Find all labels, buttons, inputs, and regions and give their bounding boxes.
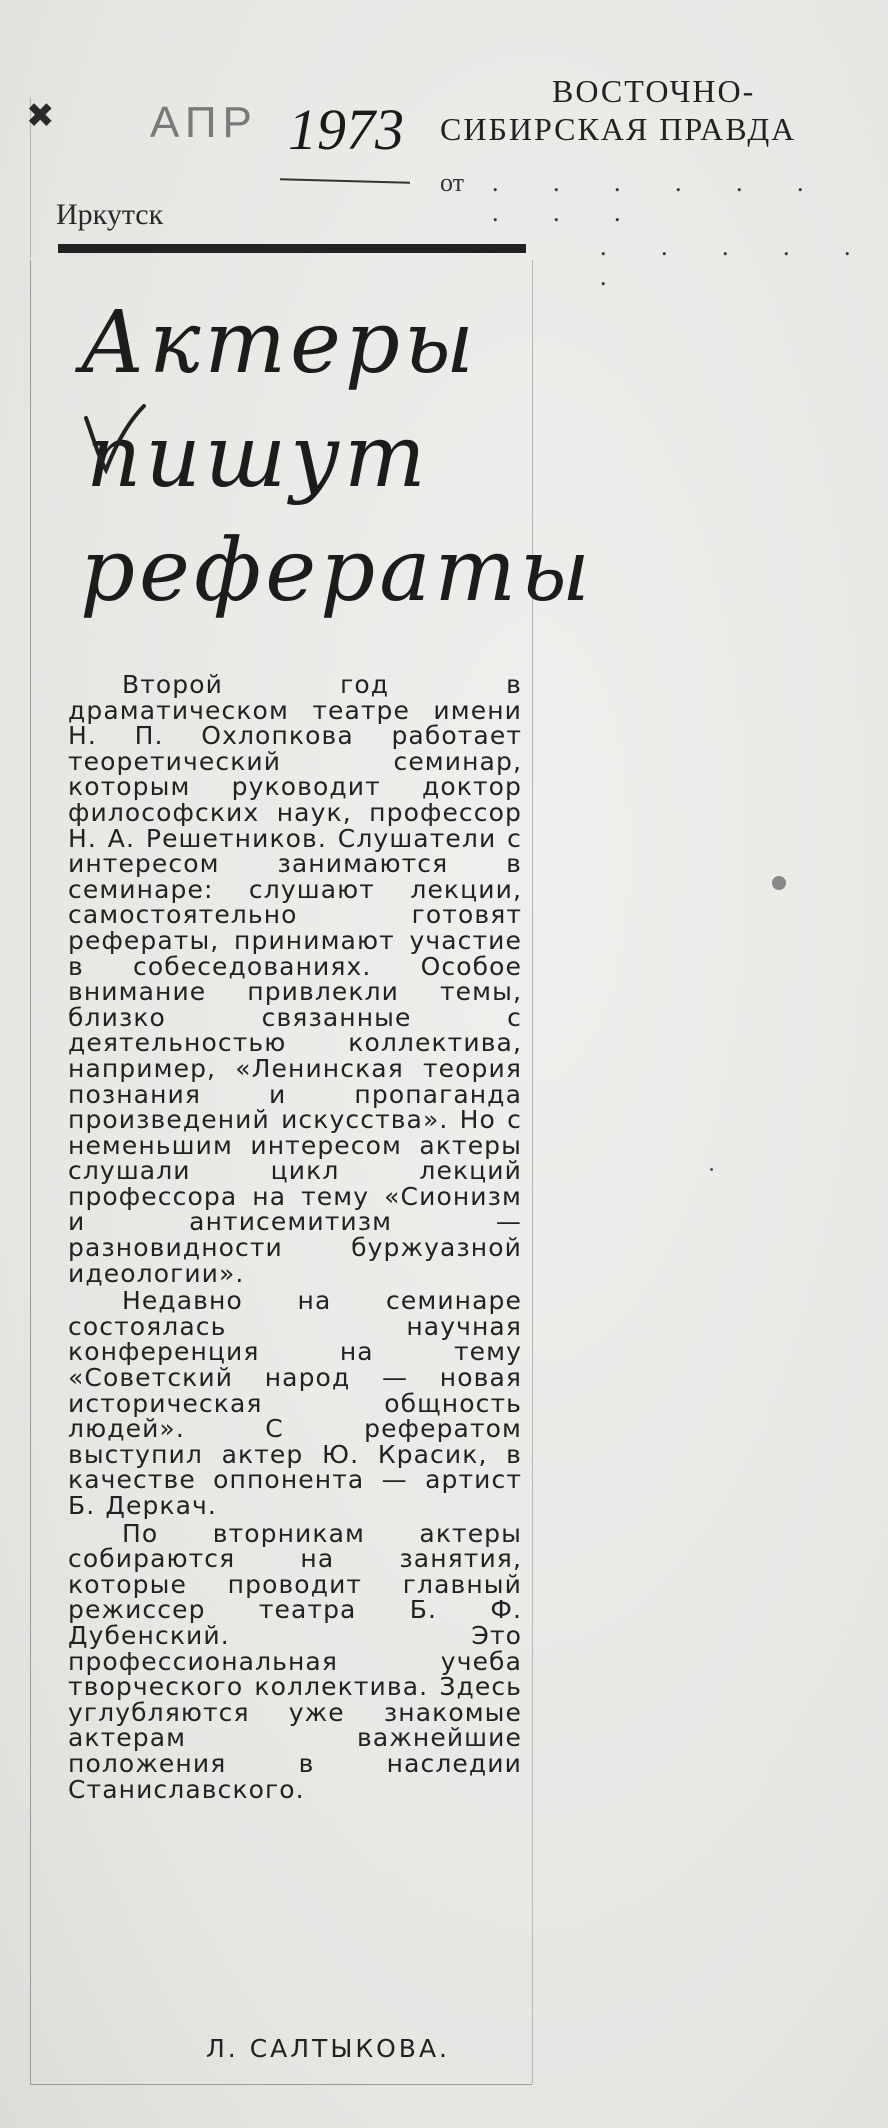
checkmark-icon — [82, 404, 148, 474]
date-fill-dots: . . . . . . — [600, 232, 875, 291]
from-label: от — [440, 168, 465, 197]
author-signature: Л. САЛТЫКОВА. — [206, 2034, 451, 2063]
article-paragraph: По вторникам актеры собираются на занятия, которые проводит главный режиссер театра Б. Ф. Дубенский. Это профессиональная учеба творческого коллектива. Здесь углубляются уже знакомые актерам важнейшие положения в наследии Станиславского. — [68, 1518, 522, 1804]
date-fill-dots: . . . . . . . . . — [492, 168, 828, 227]
headline-line: Актеры — [80, 293, 479, 393]
city-label: Иркутск — [56, 198, 164, 231]
headline-line: рефераты — [80, 521, 595, 621]
clipping-border — [30, 260, 31, 2084]
date-stamp-month: АПР — [150, 98, 258, 147]
article-headline — [80, 286, 595, 628]
newspaper-name-line1: ВОСТОЧНО- — [552, 73, 756, 109]
paper-speck — [772, 876, 786, 890]
newspaper-name — [440, 72, 880, 148]
headline-line: пишут — [86, 407, 430, 507]
paper-speck — [710, 1168, 713, 1171]
article-body — [68, 672, 522, 1802]
article-paragraph: Второй год в драматическом театре имени Н. П. Охлопкова работает теоретический семинар, которым руководит доктор философских наук, профессор Н. А. Решетников. Слушатели с интересом занимаются в семинаре: слушают лекции, самостоятельно готовят рефераты, принимают участие в собеседованиях. Особое внимание привлекли темы, близко связанные с деятельностью коллектива, например, «Ленинская теория познания и пропаганда произведений искусства». Но с неменьшим интересом актеры слушали цикл лекций профессора на тему «Сионизм и антисемитизм — разновидности буржуазной идеологии». — [68, 670, 522, 1288]
article-paragraph: Недавно на семинаре состоялась научная конференция на тему «Советский народ — новая историческая общность людей». С рефератом выступил актер Ю. Красик, в качестве оппонента — артист Б. Деркач. — [68, 1286, 522, 1520]
newspaper-name-line2: СИБИРСКАЯ ПРАВДА — [440, 111, 797, 147]
date-stamp-year: 1973 — [288, 97, 404, 162]
header-rule — [58, 244, 526, 253]
handwritten-underline — [280, 178, 410, 183]
clipping-border — [30, 2084, 532, 2085]
cross-mark-icon: ✖ — [26, 96, 55, 136]
